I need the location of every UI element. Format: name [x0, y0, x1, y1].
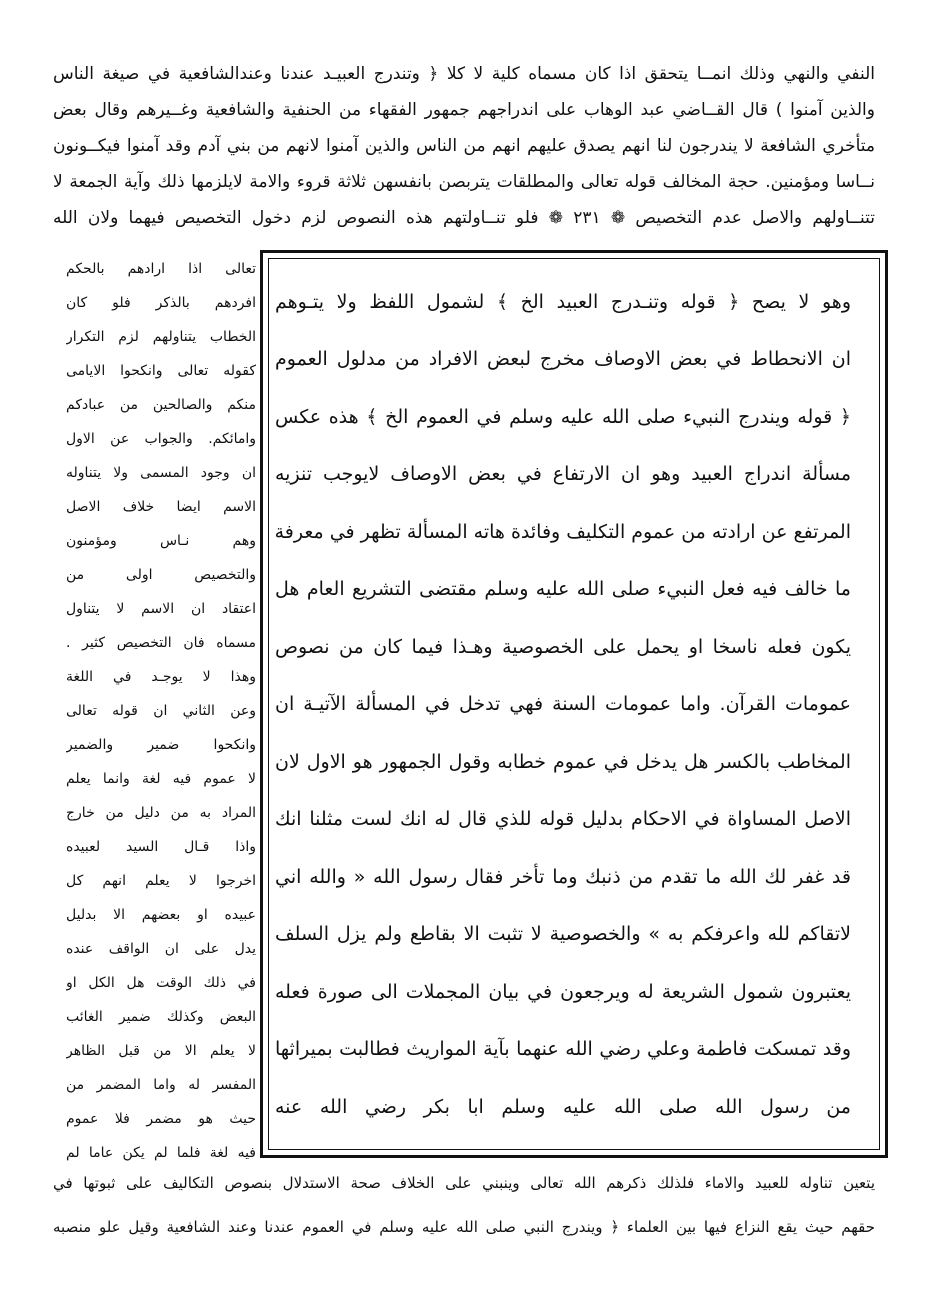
side-text-line: وهم نـاس ومؤمنون [66, 533, 256, 549]
main-text-line: تتنــاولهم والاصل عدم التخصيص ❁ ٢٣١ ❁ فلو تنــاولتهم هذه النصوص لزم دخول التخصيص فيهما ولان الله [53, 208, 875, 228]
commentary-line: الاصل المساواة في الاحكام بدليل قوله للذي قال له انك لست مثلنا انك [275, 808, 851, 830]
side-text-line: منكم والصالحين من عبادكم [66, 397, 256, 413]
side-text-line: فيه لغة فلما لم يكن عاما لم [66, 1145, 256, 1161]
side-text-line: كقوله تعالى وانكحوا الايامى [66, 363, 256, 379]
side-text-line: البعض وكذلك ضمير الغائب [66, 1009, 256, 1025]
side-text-line: وهذا لا يوجـد في اللغة [66, 669, 256, 685]
side-text-line: في ذلك الوقت هل الكل او [66, 975, 256, 991]
side-text-line: اخرجوا لا يعلم انهم كل [66, 873, 256, 889]
side-text-line: وامائكم. والجواب عن الاول [66, 431, 256, 447]
main-text-line: النفي والنهي وذلك انمــا يتحقق اذا كان مسماه كلية لا كلا ﴿ وتندرج العبيـد عندنا وعندالشافعية في صيغة الناس [53, 64, 875, 84]
side-text-line: اعتقاد ان الاسم لا يتناول [66, 601, 256, 617]
side-text-line: والتخصيص اولى من [66, 567, 256, 583]
side-text-line: المفسر له واما المضمر من [66, 1077, 256, 1093]
commentary-line: وقد تمسكت فاطمة وعلي رضي الله عنهما بآية المواريث فطالبت بميراثها [275, 1038, 851, 1060]
side-text-line: الاسم ايضا خلاف الاصل [66, 499, 256, 515]
commentary-line: ﴿ قوله ويندرج النبيء صلى الله عليه وسلم في العموم الخ ﴾ هذه عكس [275, 406, 851, 428]
main-text-line: نــاسا ومؤمنين. حجة المخالف قوله تعالى والمطلقات يتربصن بانفسهن ثلاثة قروء والامة لايلزمها ذلك وآية الجمعة لا [53, 172, 875, 192]
commentary-line: يكون فعله ناسخا او يحمل على الخصوصية وهـذا فيما كان من نصوص [275, 636, 851, 658]
side-text-line: حيث هو مضمر فلا عموم [66, 1111, 256, 1127]
commentary-line: لاتقاكم لله واعرفكم به » والخصوصية لا تثبت الا بقاطع ولم يزل السلف [275, 923, 851, 945]
side-text-line: لا يعلم الا من قبل الظاهر [66, 1043, 256, 1059]
side-text-line: وانكحوا ضمير والضمير [66, 737, 256, 753]
side-text-line: ان وجود المسمى ولا يتناوله [66, 465, 256, 481]
side-text-line: عبيده او بعضهم الا بدليل [66, 907, 256, 923]
commentary-line: المرتفع عن ارادته من عموم التكليف وفائدة هاته المسألة تظهر في معرفة [275, 521, 851, 543]
side-text-line: لا عموم فيه لغة وانما يعلم [66, 771, 256, 787]
side-text-line: يدل على ان الواقف عنده [66, 941, 256, 957]
commentary-line: يعتبرون شمول الشريعة له ويرجعون في بيان المجملات الى صورة فعله [275, 981, 851, 1003]
side-text-line: وعن الثاني ان قوله تعالى [66, 703, 256, 719]
main-text-line: يتعين تناوله للعبيد والاماء فلذلك ذكرهم الله تعالى وينبني على الخلاف صحة الاستدلال بنصوص التكاليف على ثبوتها في [53, 1174, 875, 1192]
commentary-line: وهو لا يصح ﴿ قوله وتنـدرج العبيد الخ ﴾ لشمول اللفظ ولا يتـوهم [275, 291, 851, 313]
commentary-line: المخاطب بالكسر هل يدخل في عموم خطابه وقول الجمهور هو الاول لان [275, 751, 851, 773]
side-text-line: الخطاب يتناولهم لزم التكرار [66, 329, 256, 345]
side-text-line: المراد به من دليل من خارج [66, 805, 256, 821]
commentary-line: مسألة اندراج العبيد وهو ان الارتفاع في بعض الاوصاف لايوجب تنزيه [275, 463, 851, 485]
commentary-line: من رسول الله صلى الله عليه وسلم ابا بكر رضي الله عنه [275, 1096, 851, 1118]
main-text-line: حقهم حيث يقع النزاع فيها بين العلماء ﴿ ويندرج النبي صلى الله عليه وسلم في العموم عندنا وعند الشافعية وقيل علو منصبه [53, 1218, 875, 1236]
main-text-line: والذين آمنوا ) قال القــاضي عبد الوهاب على اندراجهم جمهور الفقهاء من الحنفية والشافعية وغــيرهم وقال بعض [53, 100, 875, 120]
side-text-line: واذا قـال السيد لعبيده [66, 839, 256, 855]
side-text-line: تعالى اذا ارادهم بالحكم [66, 261, 256, 277]
main-text-line: متأخري الشافعة لا يندرجون لنا انهم يصدق عليهم انهم من الناس والذين آمنوا لانهم من بني آدم وقد آمنوا فيكــونون [53, 136, 875, 156]
commentary-line: ما خالف فيه فعل النبيء صلى الله عليه وسلم مقتضى التشريع العام هل [275, 578, 851, 600]
side-text-line: مسماه فان التخصيص كثير . [66, 635, 256, 651]
commentary-line: ان الانحطاط في بعض الاوصاف مخرج لبعض الافراد من مدلول العموم [275, 348, 851, 370]
commentary-line: عمومات القرآن. واما عمومات السنة فهي تدخل في المسألة الآتيـة ان [275, 693, 851, 715]
commentary-line: قد غفر لك الله ما تقدم من ذنبك وما تأخر فقال رسول الله « والله اني [275, 866, 851, 888]
side-text-line: افردهم بالذكر فلو كان [66, 295, 256, 311]
